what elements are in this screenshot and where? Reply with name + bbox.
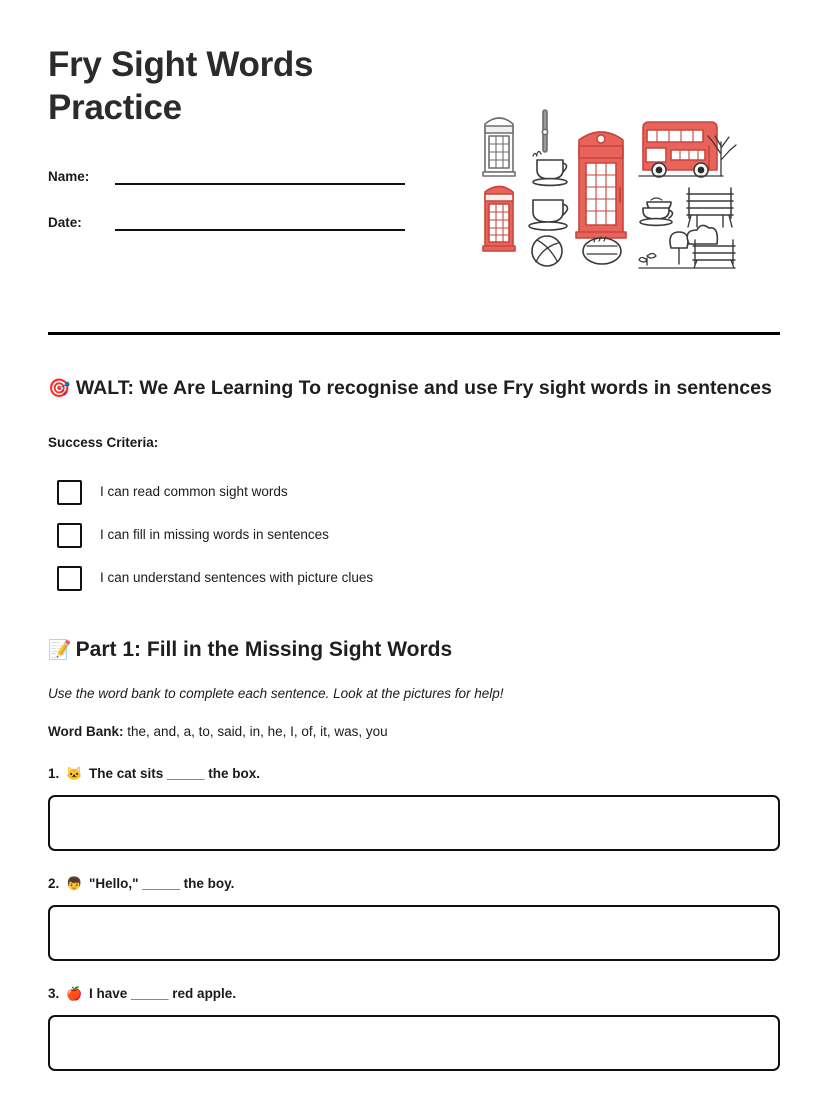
rugby-ball-icon bbox=[583, 237, 621, 264]
teacup-top-icon bbox=[533, 152, 567, 186]
answer-box-1[interactable] bbox=[48, 795, 780, 851]
success-criteria-title: Success Criteria: bbox=[48, 434, 159, 450]
answer-box-2[interactable] bbox=[48, 905, 780, 961]
question-text-2 bbox=[48, 875, 780, 893]
question-number-1: 1. bbox=[48, 765, 60, 781]
teacup-stack-icon bbox=[640, 198, 673, 225]
boy-icon: 👦 bbox=[66, 875, 83, 891]
question-sentence-1: The cat sits _____ the box. bbox=[88, 765, 261, 781]
date-input-line[interactable] bbox=[115, 229, 405, 231]
target-icon: 🎯 bbox=[48, 378, 71, 398]
lamp-post-icon bbox=[542, 110, 547, 152]
question-text-3 bbox=[48, 985, 780, 1003]
small-tree-icon bbox=[670, 232, 688, 264]
header-divider bbox=[48, 332, 780, 335]
question-sentence-3: I have _____ red apple. bbox=[88, 985, 237, 1001]
name-input-line[interactable] bbox=[115, 183, 405, 185]
criteria-label-1: I can read common sight words bbox=[100, 484, 288, 500]
criteria-item[interactable] bbox=[48, 523, 780, 549]
apple-icon: 🍎 bbox=[66, 985, 83, 1001]
question-block-1 bbox=[48, 765, 780, 851]
word-bank-label: Word Bank: bbox=[48, 724, 124, 740]
criteria-label-2: I can fill in missing words in sentences bbox=[100, 527, 329, 543]
date-label: Date: bbox=[48, 214, 82, 230]
ball-round-icon bbox=[532, 236, 562, 266]
criteria-item[interactable] bbox=[48, 566, 780, 592]
walt-text: WALT: We Are Learning To recognise and use Fry sight words in sentences bbox=[75, 377, 772, 399]
criteria-label-3: I can understand sentences with picture clues bbox=[100, 570, 374, 586]
park-bench-icon bbox=[687, 188, 733, 227]
criteria-checkbox-3[interactable] bbox=[57, 566, 82, 591]
criteria-checkbox-1[interactable] bbox=[57, 480, 82, 505]
success-criteria-list bbox=[48, 480, 780, 592]
telephone-box-red-large-icon bbox=[576, 132, 626, 238]
question-number-2: 2. bbox=[48, 875, 60, 891]
british-icons-illustration bbox=[475, 96, 740, 271]
telephone-box-red-small-icon bbox=[483, 187, 515, 252]
question-block-3 bbox=[48, 985, 780, 1071]
sprout-icon bbox=[639, 254, 656, 266]
worksheet-header bbox=[48, 0, 780, 290]
memo-icon: 📝 bbox=[48, 639, 72, 661]
part1-heading-text: Part 1: Fill in the Missing Sight Words bbox=[75, 637, 453, 661]
part1-instructions: Use the word bank to complete each sentence. Look at the pictures for help! bbox=[48, 685, 504, 701]
page-title: Fry Sight Words Practice bbox=[48, 45, 314, 127]
name-label: Name: bbox=[48, 168, 90, 184]
question-sentence-2: "Hello," _____ the boy. bbox=[88, 875, 235, 891]
double-decker-bus-icon bbox=[639, 122, 723, 177]
telephone-box-grey-icon bbox=[483, 118, 515, 176]
criteria-item[interactable] bbox=[48, 480, 780, 506]
part1-heading bbox=[48, 637, 780, 663]
question-text-1 bbox=[48, 765, 780, 783]
walt-heading bbox=[48, 373, 780, 405]
teacup-middle-icon bbox=[529, 200, 568, 230]
word-bank-words: the, and, a, to, said, in, he, I, of, it, was, you bbox=[127, 724, 388, 740]
question-number-3: 3. bbox=[48, 985, 60, 1001]
answer-box-3[interactable] bbox=[48, 1015, 780, 1071]
word-bank bbox=[48, 723, 780, 741]
cat-icon: 🐱 bbox=[66, 765, 83, 781]
criteria-checkbox-2[interactable] bbox=[57, 523, 82, 548]
question-block-2 bbox=[48, 875, 780, 961]
